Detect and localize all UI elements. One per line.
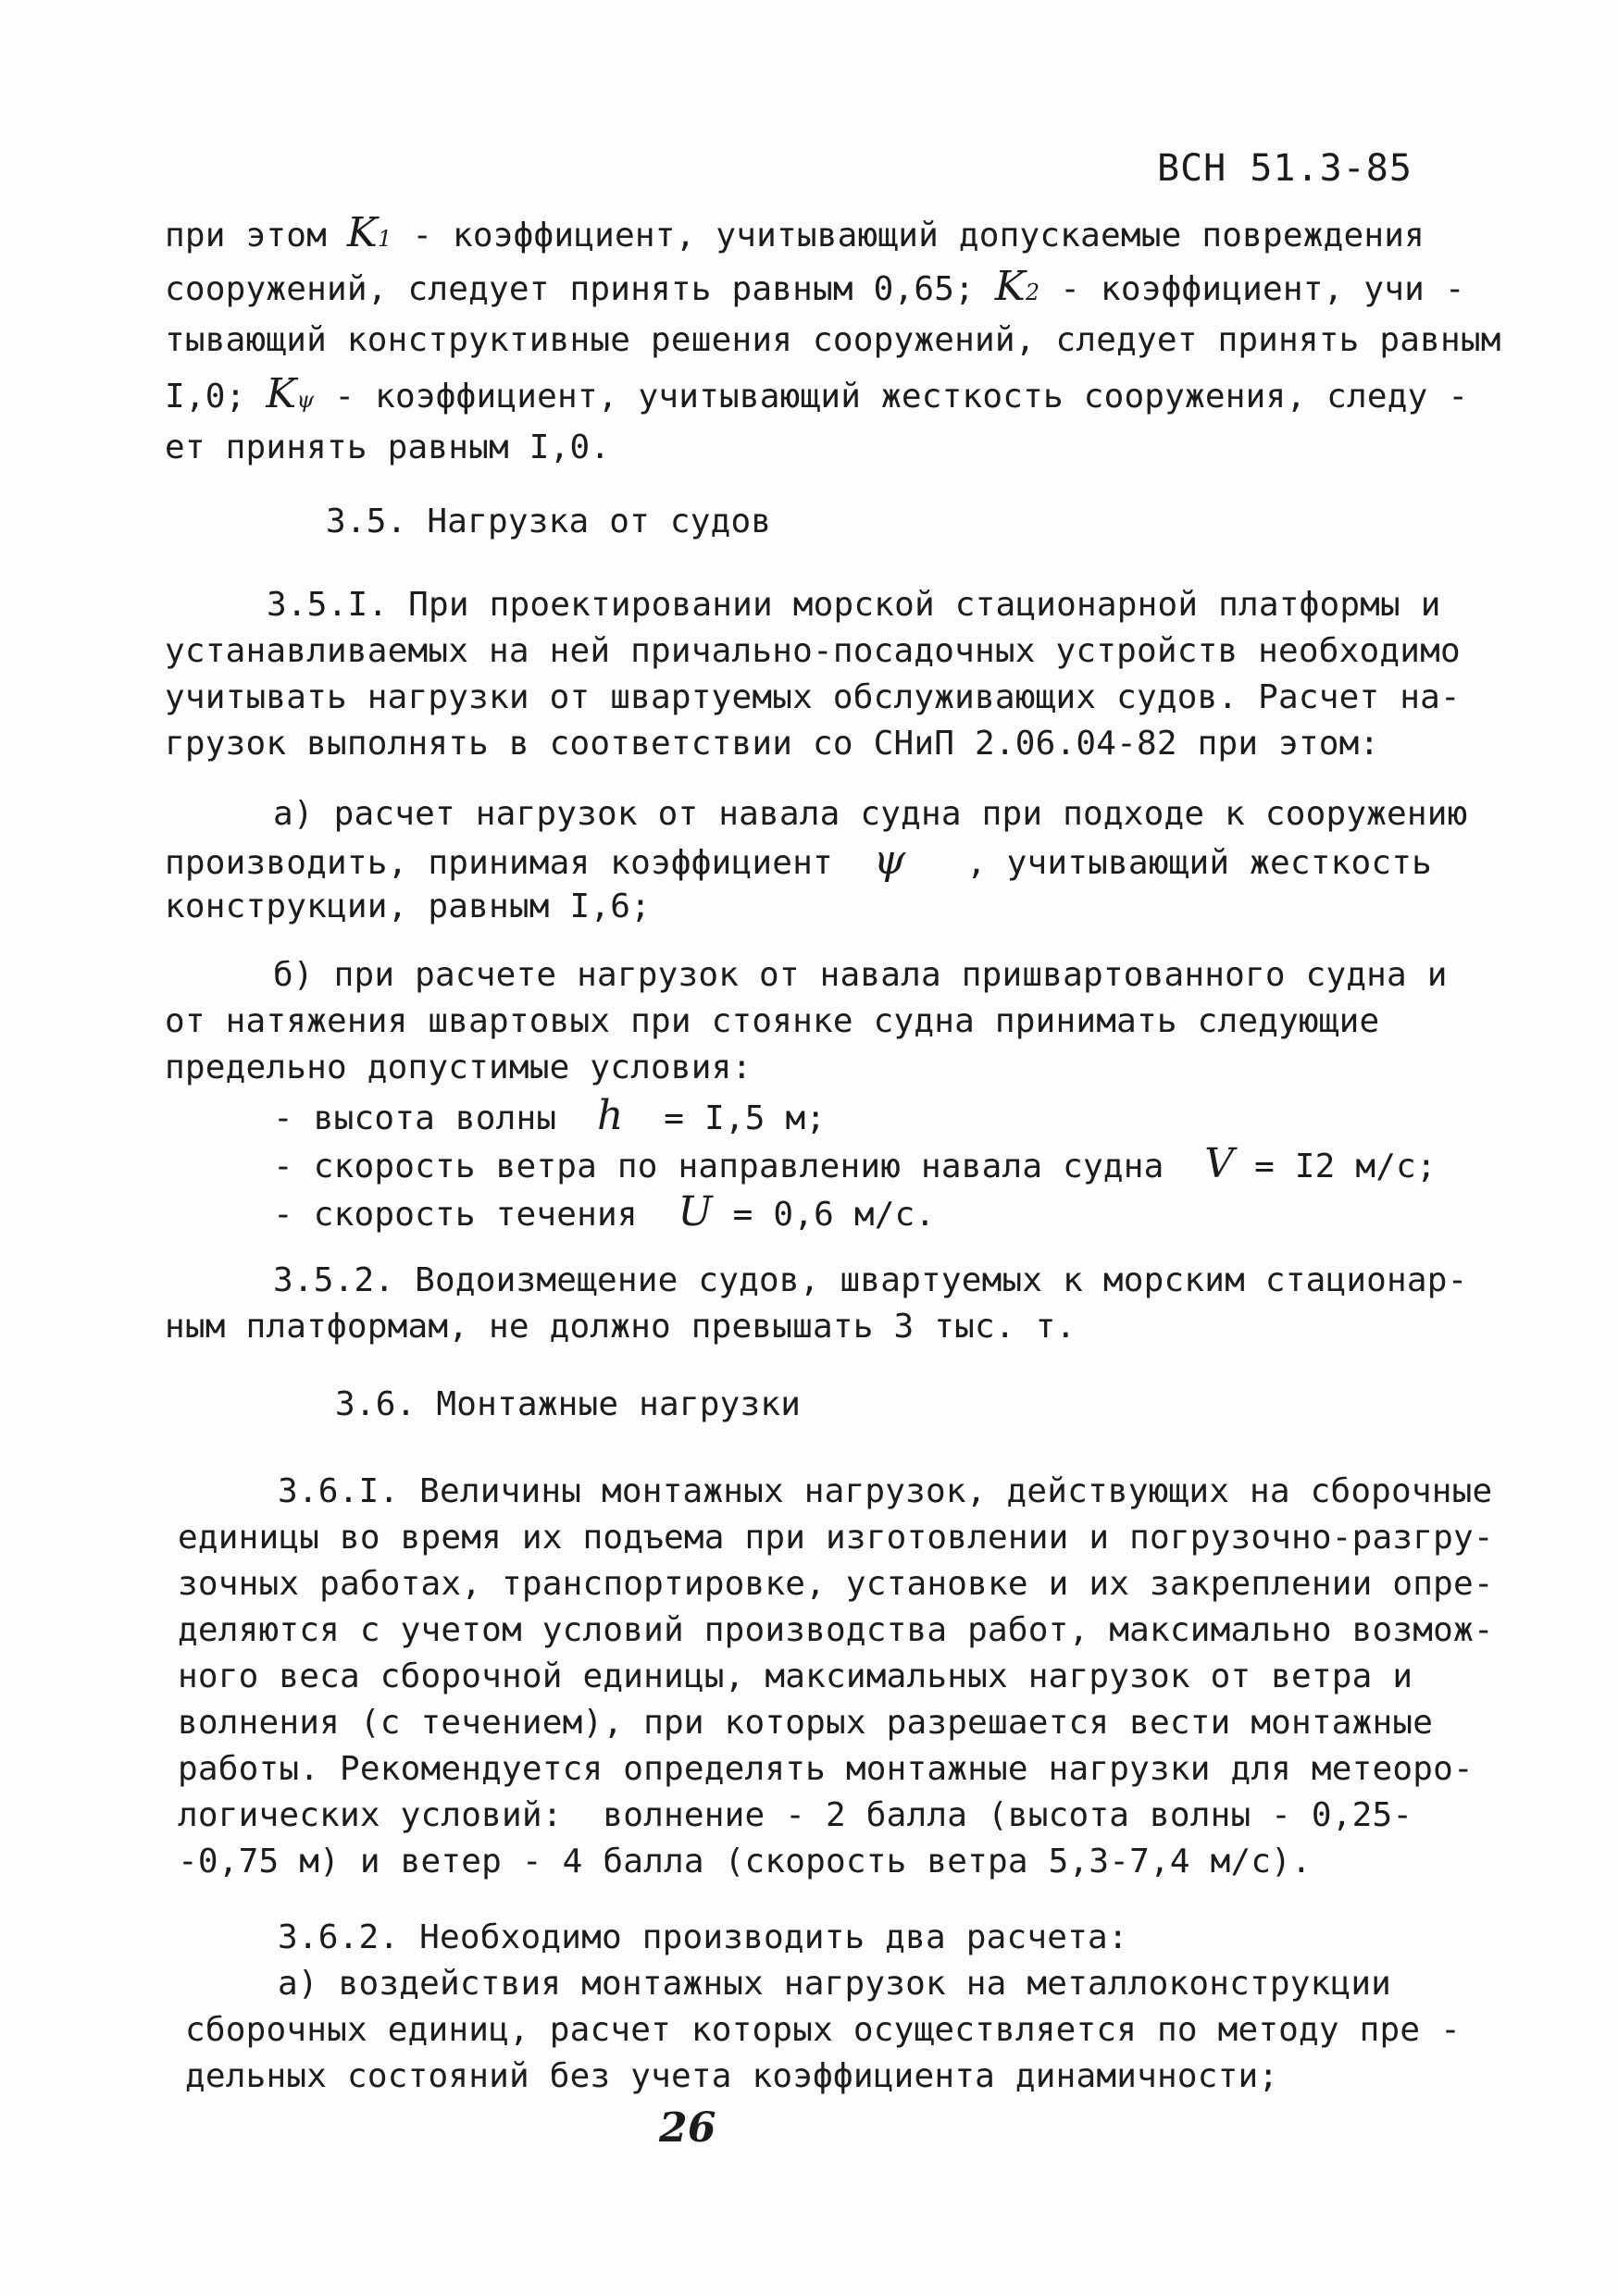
text-line: ет принять равным I,0. <box>165 428 611 466</box>
text-line: сборочных единиц, расчет которых осуществляется по методу пре - <box>185 2011 1462 2049</box>
text-line <box>165 263 1465 313</box>
text-line: 3.5.I. При проектировании морской стационарной платформы и <box>267 586 1441 624</box>
text-span: , учитывающий жесткость <box>965 844 1433 882</box>
page-number: 26 <box>659 2104 716 2152</box>
text-line: устанавливаемых на ней причально-посадочных устройств необходимо <box>165 632 1461 670</box>
symbol-letter: K <box>346 209 378 256</box>
text-line: деляются с учетом условий производства работ, максимально возмож- <box>178 1611 1494 1649</box>
text-line: конструкции, равным I,6; <box>165 887 651 925</box>
text-span: - коэффициент, учитывающий допускаемые повреждения <box>412 217 1425 254</box>
k2-symbol <box>995 263 1040 310</box>
text-line: единицы во время их подъема при изготовлении и погрузочно-разгру- <box>178 1519 1494 1557</box>
text-line: ного веса сборочной единицы, максимальных нагрузок от ветра и <box>178 1657 1413 1695</box>
symbol-letter: K <box>994 263 1026 310</box>
text-line: а) воздействия монтажных нагрузок на металлоконструкции <box>278 1965 1392 2003</box>
list-item <box>273 1188 936 1235</box>
text-line: учитывать нагрузки от швартуемых обслуживающих судов. Расчет на- <box>165 678 1461 716</box>
symbol-letter: K <box>266 370 297 417</box>
text-line: дельных состояний без учета коэффициента динамичности; <box>185 2057 1279 2095</box>
text-span: сооружений, следует принять равным 0,65; <box>165 270 975 308</box>
text-span: = I2 м/с; <box>1254 1148 1437 1185</box>
text-span: I,0; <box>165 378 246 416</box>
text-line: 3.6.2. Необходимо производить два расчета: <box>278 1918 1128 1956</box>
text-line: 3.5.2. Водоизмещение судов, швартуемых к морским стационар- <box>273 1261 1468 1299</box>
text-span: - скорость течения <box>273 1196 638 1234</box>
text-line: -0,75 м) и ветер - 4 балла (скорость ветра 5,3-7,4 м/с). <box>178 1843 1312 1880</box>
section-heading-3-6: 3.6. Монтажные нагрузки <box>335 1385 802 1423</box>
h-symbol: h <box>596 1092 624 1139</box>
symbol-subscript: 2 <box>1025 279 1040 305</box>
list-item <box>273 1140 1437 1187</box>
text-span: = I,5 м; <box>664 1099 827 1137</box>
text-line: работы. Рекомендуется определять монтажные нагрузки для метеоро- <box>178 1750 1474 1788</box>
u-symbol: U <box>678 1188 713 1235</box>
list-item <box>273 1092 827 1139</box>
text-span: - скорость ветра по направлению навала судна <box>273 1148 1164 1185</box>
text-line: предельно допустимые условия: <box>165 1049 753 1086</box>
v-symbol: V <box>1204 1140 1235 1187</box>
text-span: - коэффициент, учитывающий жесткость сооружения, следу - <box>334 378 1469 416</box>
text-line: от натяжения швартовых при стоянке судна принимать следующие <box>165 1002 1380 1040</box>
psi-symbol: ψ <box>873 837 906 884</box>
text-line: волнения (с течением), при которых разрешается вести монтажные <box>178 1704 1434 1742</box>
text-line: тывающий конструктивные решения сооружений, следует принять равным <box>165 321 1501 359</box>
symbol-subscript: ψ <box>296 387 315 413</box>
text-line: зочных работах, транспортировке, установке и их закреплении опре- <box>178 1565 1494 1603</box>
text-line: логических условий: волнение - 2 балла (высота волны - 0,25- <box>178 1796 1413 1834</box>
text-span: - высота волны <box>273 1099 557 1137</box>
text-span: = 0,6 м/с. <box>732 1196 936 1234</box>
text-span: при этом <box>165 217 327 254</box>
text-span: производить, принимая коэффициент <box>165 844 833 882</box>
text-line: ным платформам, не должно превышать 3 тыс. т. <box>165 1308 1077 1346</box>
k1-symbol <box>347 209 392 256</box>
symbol-subscript: 1 <box>377 226 392 252</box>
section-heading-3-5: 3.5. Нагрузка от судов <box>326 503 772 540</box>
text-line: 3.6.I. Величины монтажных нагрузок, действующих на сборочные <box>278 1472 1493 1510</box>
text-line <box>165 370 1469 420</box>
text-line: б) при расчете нагрузок от навала пришвартованного судна и <box>273 956 1448 994</box>
text-line <box>165 837 1433 884</box>
text-line: грузок выполнять в соответствии со СНиП 2.06.04-82 при этом: <box>165 725 1380 763</box>
text-span: - коэффициент, учи - <box>1060 270 1465 308</box>
kpsi-symbol <box>266 370 314 417</box>
text-line: а) расчет нагрузок от навала судна при подходе к сооружению <box>273 795 1468 833</box>
text-line <box>165 209 1425 259</box>
document-code: ВСН 51.3-85 <box>1157 147 1413 190</box>
